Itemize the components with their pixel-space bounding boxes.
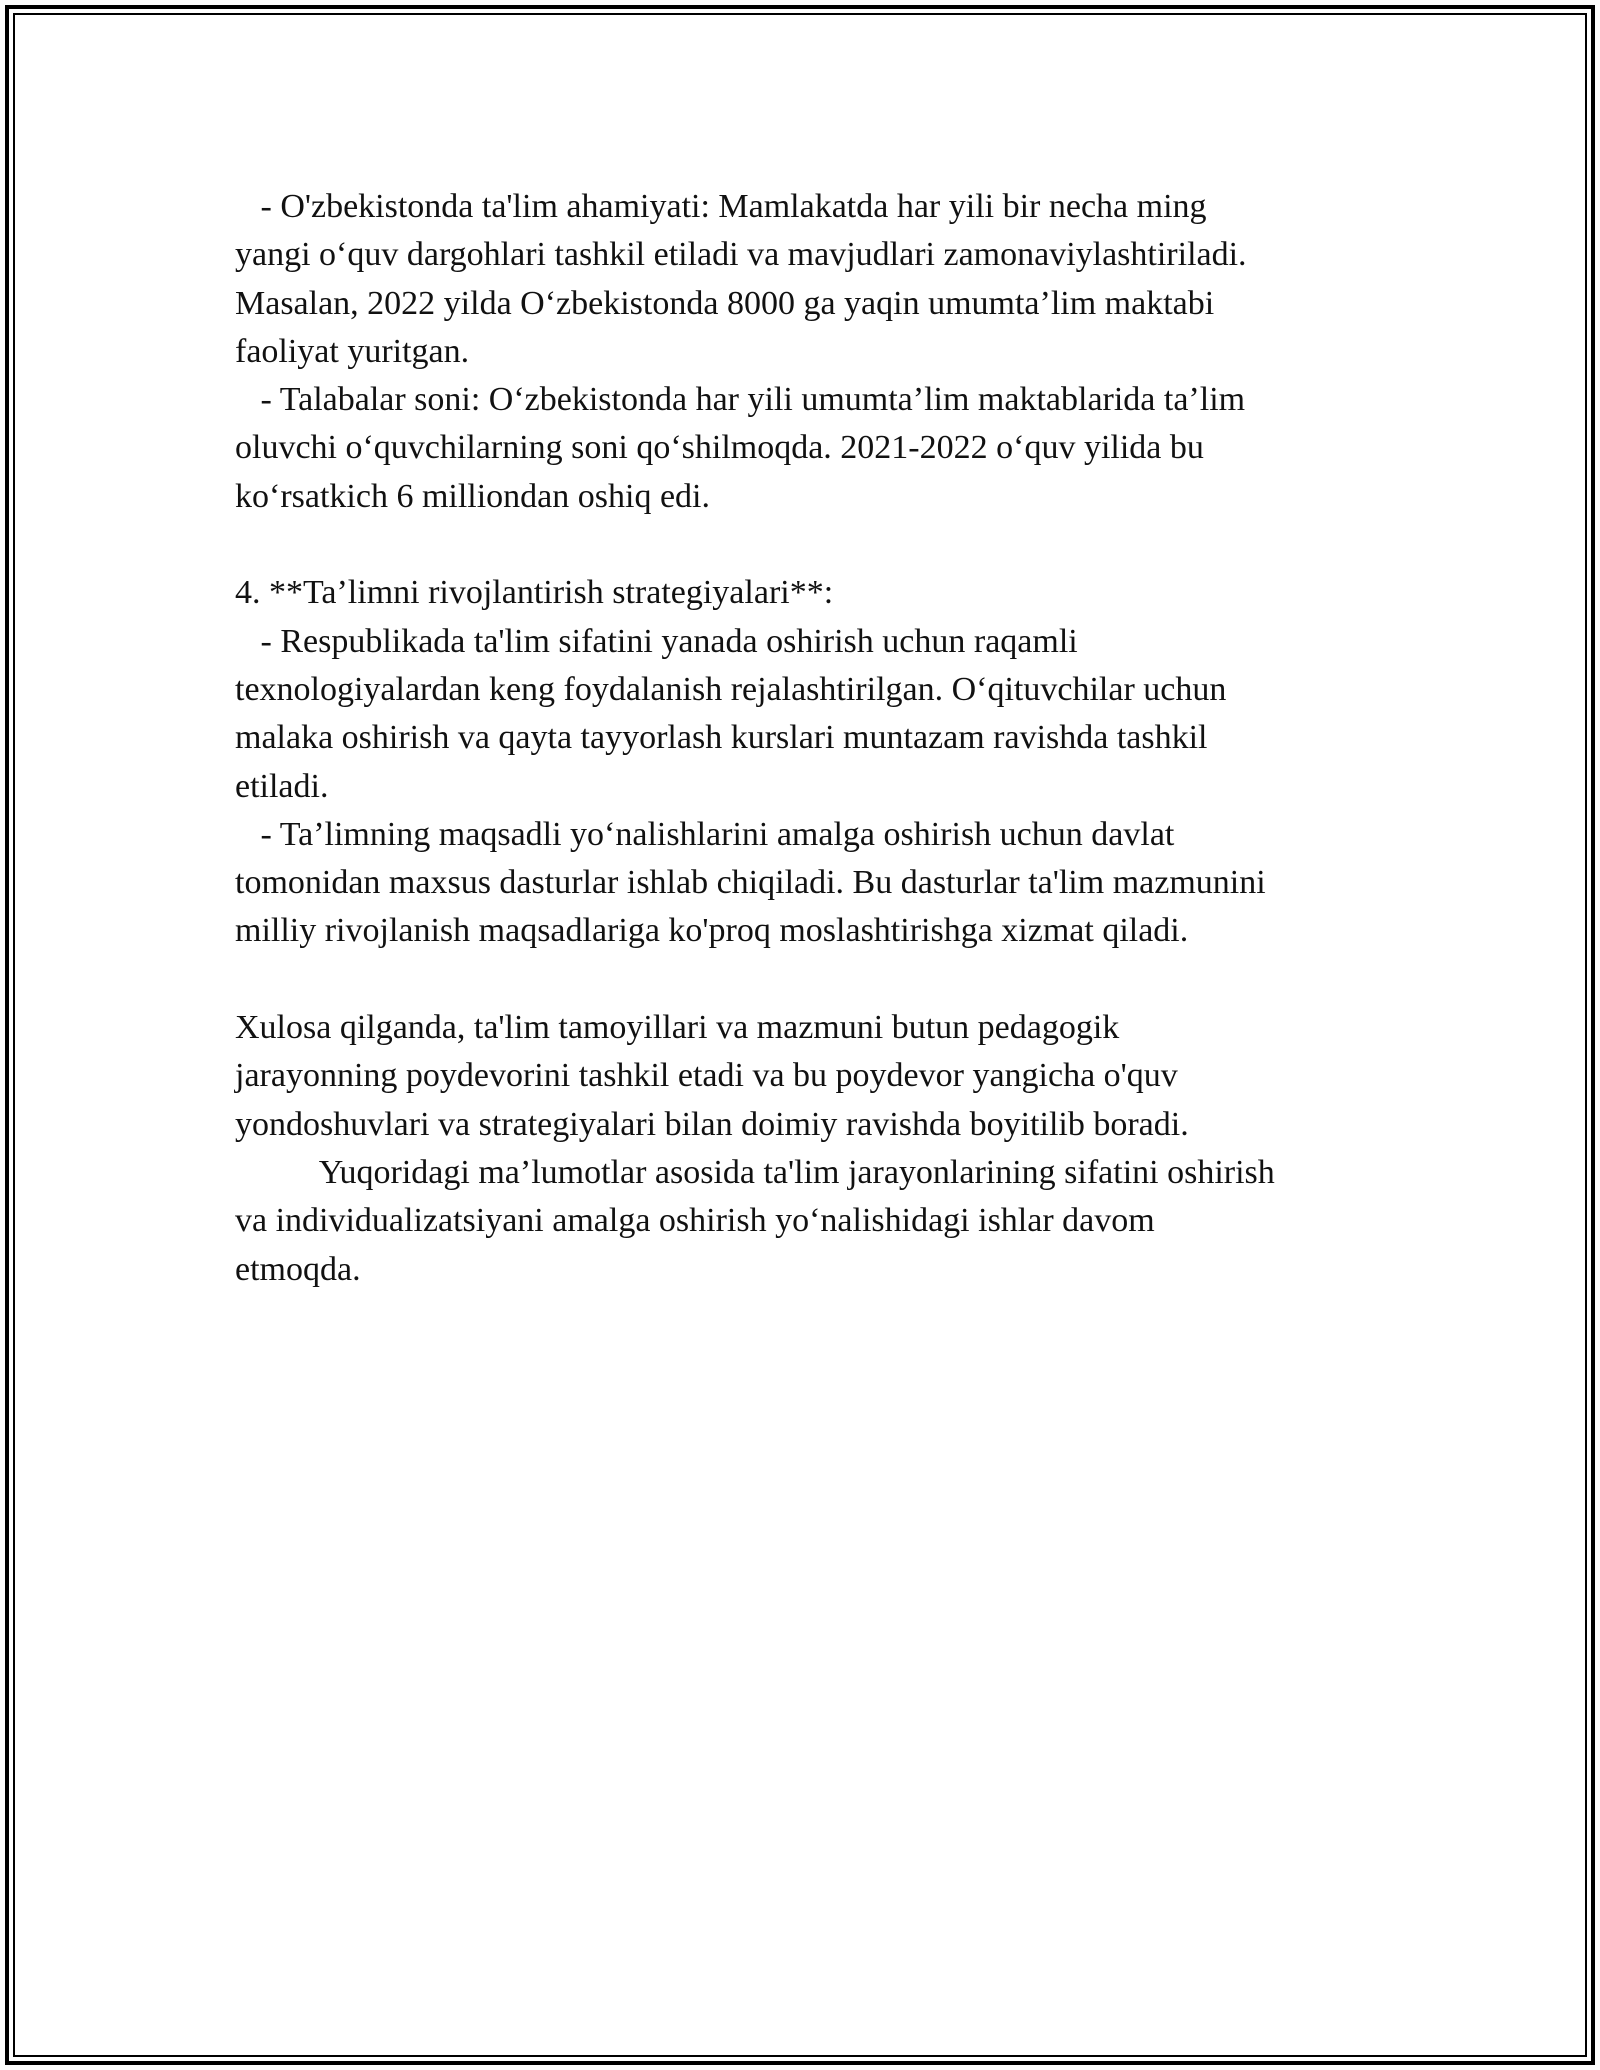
body-line: Masalan, 2022 yilda O‘zbekistonda 8000 ga yaqin umumta’lim maktabi — [235, 284, 1215, 322]
body-line: yangi o‘quv dargohlari tashkil etiladi va mavjudlari zamonaviylashtiriladi. — [235, 236, 1247, 274]
section-heading: 4. **Ta’limni rivojlantirish strategiyalari**: — [235, 574, 834, 612]
body-line: oluvchi o‘quvchilarning soni qo‘shilmoqda. 2021-2022 o‘quv yilida bu — [235, 429, 1204, 467]
body-line: etmoqda. — [235, 1250, 361, 1288]
body-line: - Talabalar soni: O‘zbekistonda har yili umumta’lim maktablarida ta’lim — [235, 381, 1246, 419]
body-line: milliy rivojlanish maqsadlariga ko'proq moslashtirishga xizmat qiladi. — [235, 912, 1189, 950]
body-line: yondoshuvlari va strategiyalari bilan doimiy ravishda boyitilib boradi. — [235, 1105, 1189, 1143]
paragraph-spacer — [235, 956, 1395, 1004]
paragraph-spacer — [235, 521, 1395, 569]
body-line: Yuqoridagi ma’lumotlar asosida ta'lim jarayonlarining sifatini oshirish — [235, 1153, 1275, 1191]
body-line: etiladi. — [235, 767, 329, 805]
body-line: va individualizatsiyani amalga oshirish yo‘nalishidagi ishlar davom — [235, 1202, 1155, 1240]
body-line: jarayonning poydevorini tashkil etadi va bu poydevor yangicha o'quv — [235, 1057, 1178, 1095]
body-line: - Respublikada ta'lim sifatini yanada oshirish uchun raqamli — [235, 622, 1078, 660]
body-line: - Ta’limning maqsadli yo‘nalishlarini amalga oshirish uchun davlat — [235, 815, 1175, 853]
document-body — [235, 183, 1395, 1294]
body-line: tomonidan maxsus dasturlar ishlab chiqiladi. Bu dasturlar ta'lim mazmunini — [235, 864, 1266, 902]
body-line: texnologiyalardan keng foydalanish rejalashtirilgan. O‘qituvchilar uchun — [235, 670, 1227, 708]
body-line: faoliyat yuritgan. — [235, 332, 470, 370]
body-line: ko‘rsatkich 6 milliondan oshiq edi. — [235, 477, 710, 515]
body-line: Xulosa qilganda, ta'lim tamoyillari va mazmuni butun pedagogik — [235, 1009, 1120, 1047]
body-line: malaka oshirish va qayta tayyorlash kurslari muntazam ravishda tashkil — [235, 719, 1208, 757]
body-line: - O'zbekistonda ta'lim ahamiyati: Mamlakatda har yili bir necha ming — [235, 188, 1207, 225]
